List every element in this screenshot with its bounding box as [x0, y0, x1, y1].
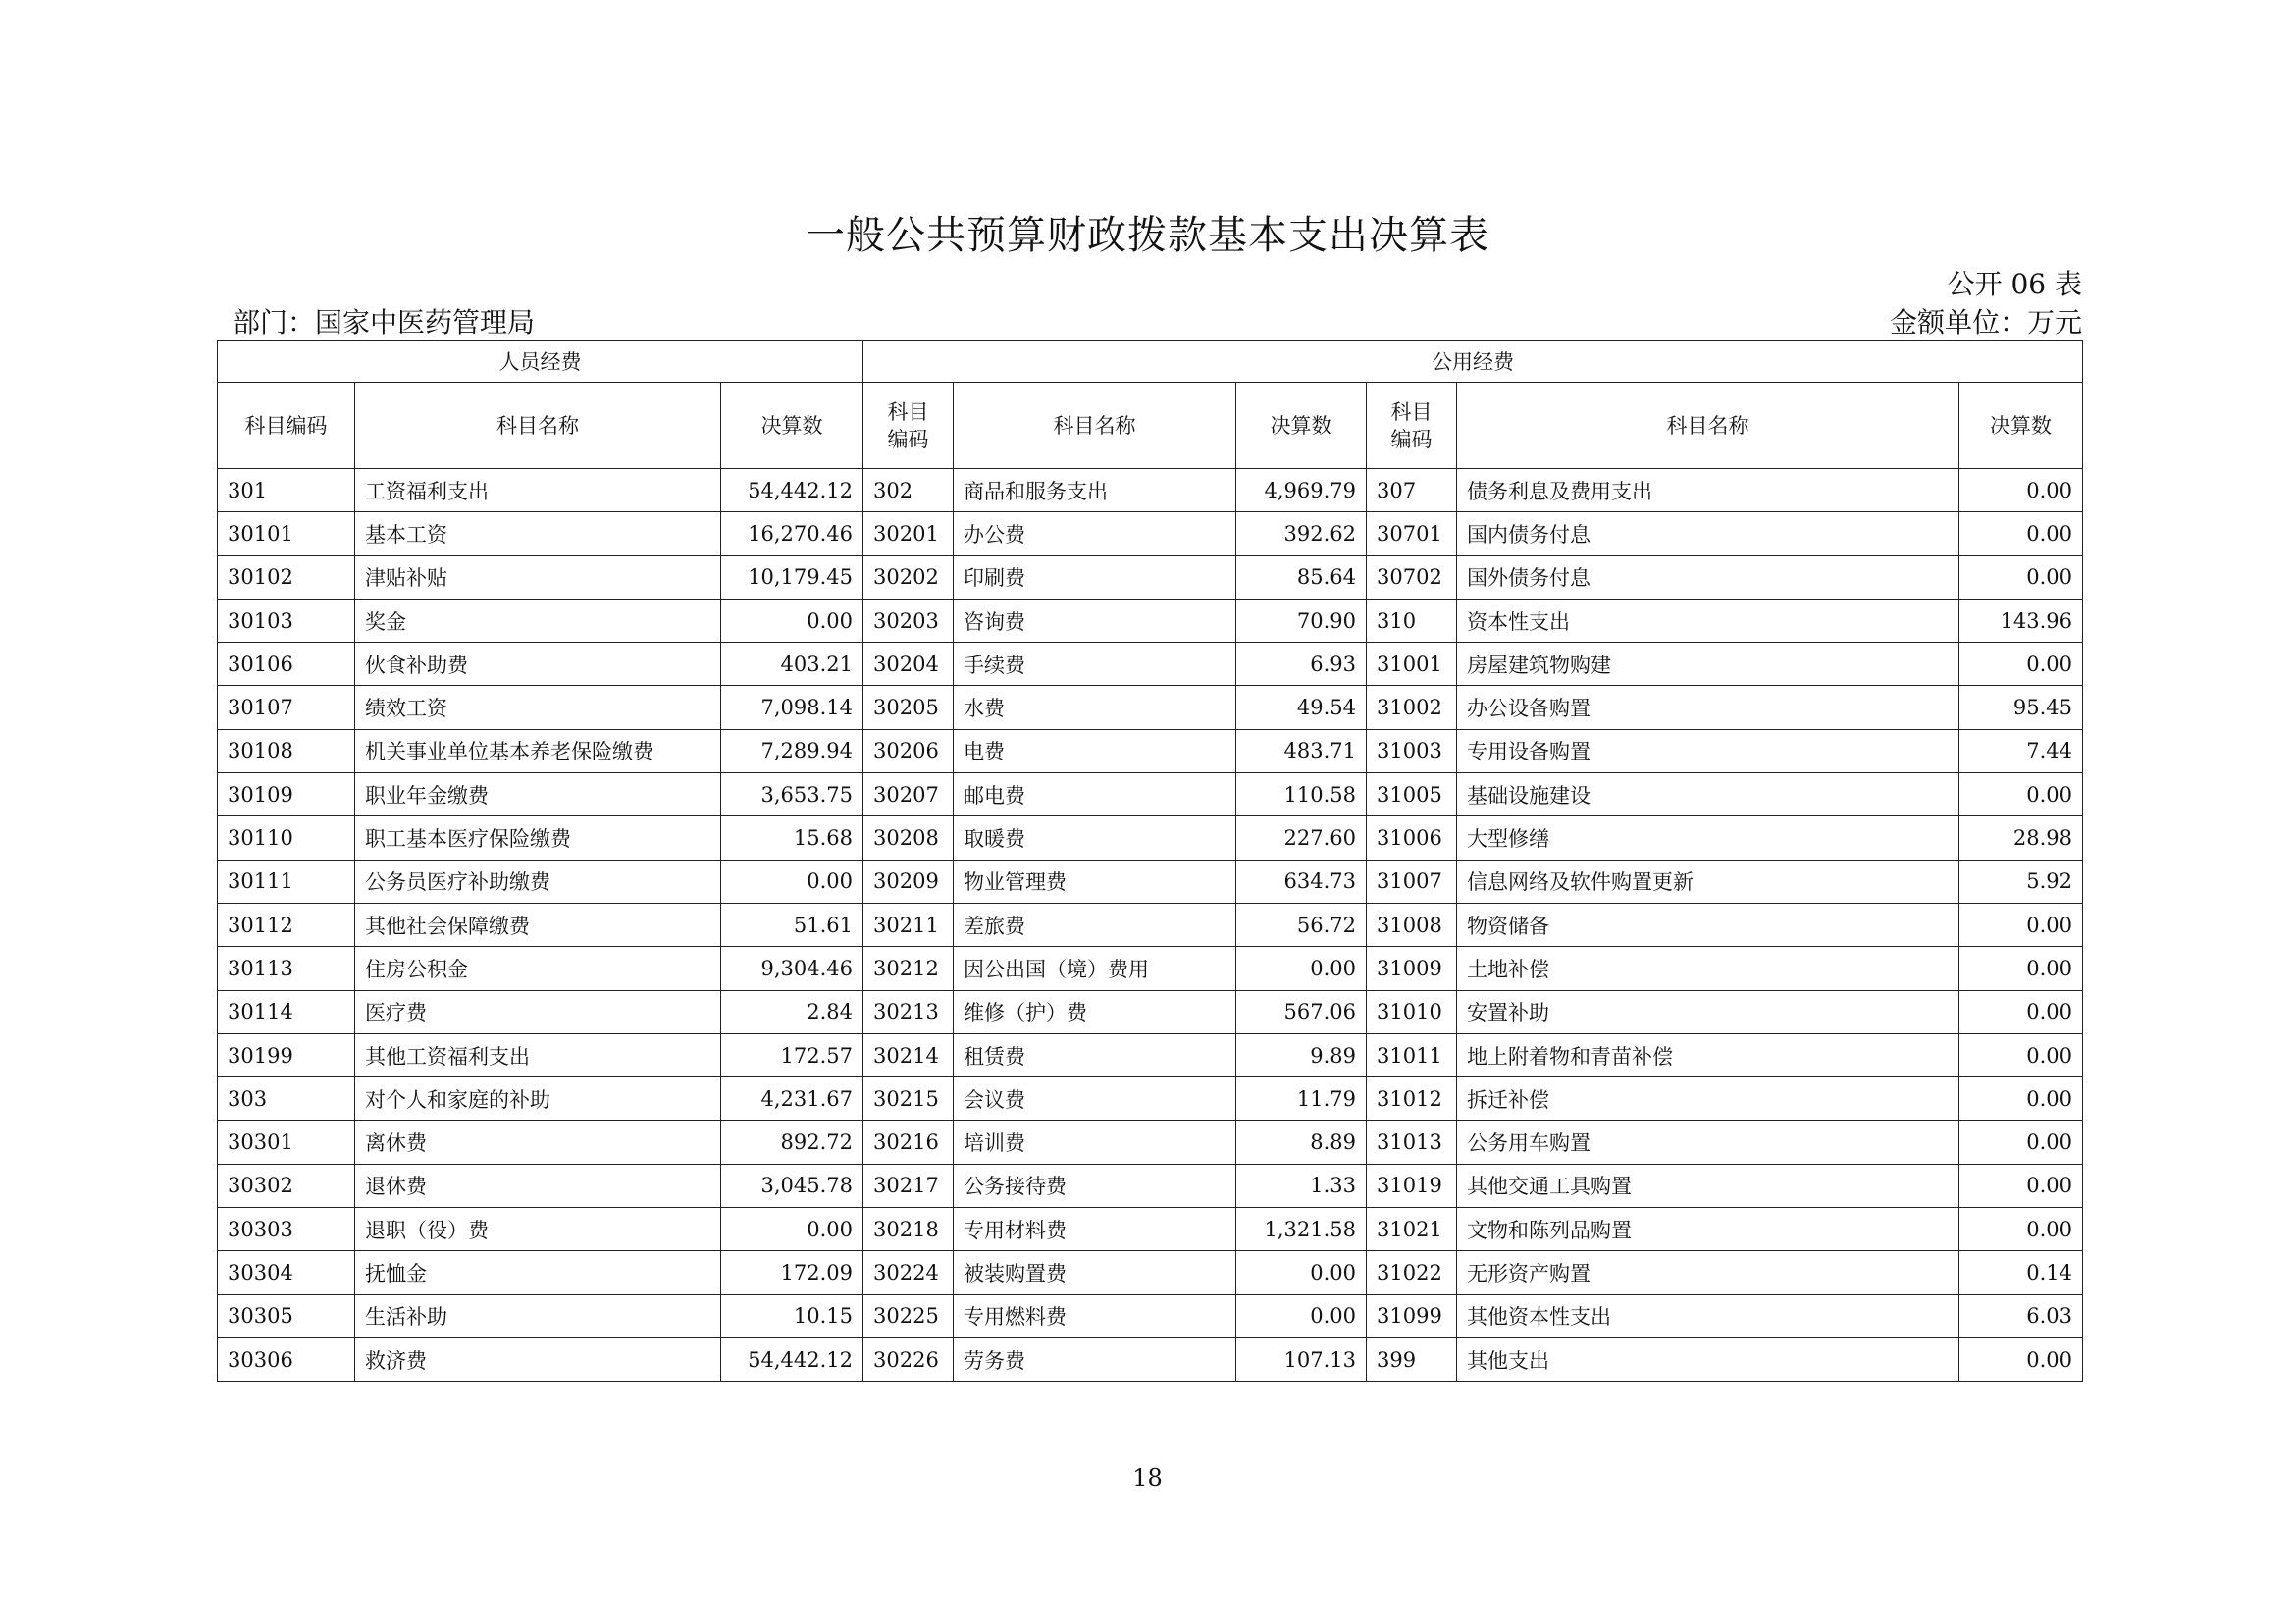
- amount-cell: 172.57: [721, 1033, 863, 1076]
- code-cell: 30112: [218, 903, 355, 946]
- code-cell: 31021: [1367, 1208, 1457, 1251]
- table-row: [218, 555, 2083, 599]
- amount-cell: 5.92: [1959, 860, 2083, 903]
- col-header-amount: 决算数: [721, 383, 863, 469]
- amount-cell: 0.00: [1959, 643, 2083, 686]
- amount-cell: 143.96: [1959, 599, 2083, 642]
- name-cell: 差旅费: [954, 903, 1236, 946]
- amount-cell: 0.00: [1959, 1077, 2083, 1121]
- amount-cell: 483.71: [1236, 729, 1367, 772]
- amount-cell: 6.03: [1959, 1294, 2083, 1337]
- name-cell: 退职（役）费: [355, 1208, 721, 1251]
- name-cell: 信息网络及软件购置更新: [1457, 860, 1959, 903]
- name-cell: 退休费: [355, 1164, 721, 1207]
- amount-cell: 0.00: [1236, 1294, 1367, 1337]
- amount-cell: 6.93: [1236, 643, 1367, 686]
- code-cell: 31022: [1367, 1251, 1457, 1294]
- amount-cell: 0.14: [1959, 1251, 2083, 1294]
- table-row: [218, 860, 2083, 903]
- code-cell: 30202: [863, 555, 954, 599]
- page-number: 18: [1132, 1464, 1163, 1492]
- code-cell: 30217: [863, 1164, 954, 1207]
- amount-cell: 892.72: [721, 1121, 863, 1164]
- amount-cell: 11.79: [1236, 1077, 1367, 1121]
- code-cell: 30304: [218, 1251, 355, 1294]
- amount-cell: 7,289.94: [721, 729, 863, 772]
- expenditure-table: [217, 340, 2083, 1382]
- name-cell: 其他资本性支出: [1457, 1294, 1959, 1337]
- amount-cell: 16,270.46: [721, 512, 863, 555]
- amount-cell: 0.00: [1959, 1121, 2083, 1164]
- name-cell: 维修（护）费: [954, 990, 1236, 1033]
- table-body: [218, 469, 2083, 1382]
- table-row: [218, 773, 2083, 816]
- code-cell: 30218: [863, 1208, 954, 1251]
- table-row: [218, 686, 2083, 729]
- name-cell: 办公设备购置: [1457, 686, 1959, 729]
- code-cell: 30108: [218, 729, 355, 772]
- name-cell: 职工基本医疗保险缴费: [355, 816, 721, 860]
- code-cell: 30702: [1367, 555, 1457, 599]
- amount-cell: 54,442.12: [721, 469, 863, 512]
- col-header-name: 科目名称: [954, 383, 1236, 469]
- code-cell: 30302: [218, 1164, 355, 1207]
- name-cell: 培训费: [954, 1121, 1236, 1164]
- amount-cell: 1,321.58: [1236, 1208, 1367, 1251]
- table-row: [218, 729, 2083, 772]
- code-cell: 30111: [218, 860, 355, 903]
- amount-cell: 0.00: [1959, 903, 2083, 946]
- amount-cell: 0.00: [1959, 555, 2083, 599]
- code-cell: 31007: [1367, 860, 1457, 903]
- amount-cell: 95.45: [1959, 686, 2083, 729]
- name-cell: 拆迁补偿: [1457, 1077, 1959, 1121]
- name-cell: 土地补偿: [1457, 947, 1959, 990]
- name-cell: 公务员医疗补助缴费: [355, 860, 721, 903]
- name-cell: 被装购置费: [954, 1251, 1236, 1294]
- amount-cell: 3,653.75: [721, 773, 863, 816]
- code-cell: 31013: [1367, 1121, 1457, 1164]
- code-cell: 30110: [218, 816, 355, 860]
- name-cell: 房屋建筑物购建: [1457, 643, 1959, 686]
- name-cell: 因公出国（境）费用: [954, 947, 1236, 990]
- name-cell: 邮电费: [954, 773, 1236, 816]
- amount-cell: 567.06: [1236, 990, 1367, 1033]
- amount-cell: 0.00: [1236, 947, 1367, 990]
- name-cell: 水费: [954, 686, 1236, 729]
- code-cell: 302: [863, 469, 954, 512]
- col-header-code: 科目 编码: [863, 383, 954, 469]
- code-cell: 30207: [863, 773, 954, 816]
- code-cell: 30114: [218, 990, 355, 1033]
- table-row: [218, 469, 2083, 512]
- table-row: [218, 1337, 2083, 1381]
- amount-cell: 0.00: [1959, 512, 2083, 555]
- name-cell: 基本工资: [355, 512, 721, 555]
- name-cell: 基础设施建设: [1457, 773, 1959, 816]
- amount-cell: 4,231.67: [721, 1077, 863, 1121]
- name-cell: 无形资产购置: [1457, 1251, 1959, 1294]
- name-cell: 对个人和家庭的补助: [355, 1077, 721, 1121]
- amount-cell: 9,304.46: [721, 947, 863, 990]
- code-cell: 31010: [1367, 990, 1457, 1033]
- amount-cell: 403.21: [721, 643, 863, 686]
- code-cell: 30215: [863, 1077, 954, 1121]
- code-cell: 30208: [863, 816, 954, 860]
- code-cell: 31006: [1367, 816, 1457, 860]
- code-cell: 30209: [863, 860, 954, 903]
- code-cell: 307: [1367, 469, 1457, 512]
- amount-cell: 634.73: [1236, 860, 1367, 903]
- amount-cell: 2.84: [721, 990, 863, 1033]
- name-cell: 抚恤金: [355, 1251, 721, 1294]
- name-cell: 其他支出: [1457, 1337, 1959, 1381]
- table-row: [218, 903, 2083, 946]
- name-cell: 文物和陈列品购置: [1457, 1208, 1959, 1251]
- amount-cell: 10,179.45: [721, 555, 863, 599]
- amount-cell: 15.68: [721, 816, 863, 860]
- code-cell: 30213: [863, 990, 954, 1033]
- col-header-name: 科目名称: [355, 383, 721, 469]
- name-cell: 救济费: [355, 1337, 721, 1381]
- name-cell: 专用设备购置: [1457, 729, 1959, 772]
- name-cell: 公务接待费: [954, 1164, 1236, 1207]
- code-cell: 30211: [863, 903, 954, 946]
- name-cell: 绩效工资: [355, 686, 721, 729]
- name-cell: 物业管理费: [954, 860, 1236, 903]
- code-cell: 31008: [1367, 903, 1457, 946]
- table-row: [218, 990, 2083, 1033]
- name-cell: 地上附着物和青苗补偿: [1457, 1033, 1959, 1076]
- col-header-amount: 决算数: [1236, 383, 1367, 469]
- code-cell: 30201: [863, 512, 954, 555]
- table-row: [218, 1251, 2083, 1294]
- code-cell: 31011: [1367, 1033, 1457, 1076]
- name-cell: 会议费: [954, 1077, 1236, 1121]
- table-row: [218, 947, 2083, 990]
- amount-cell: 4,969.79: [1236, 469, 1367, 512]
- name-cell: 工资福利支出: [355, 469, 721, 512]
- amount-cell: 0.00: [1959, 1164, 2083, 1207]
- code-cell: 30203: [863, 599, 954, 642]
- code-cell: 30113: [218, 947, 355, 990]
- amount-cell: 28.98: [1959, 816, 2083, 860]
- name-cell: 资本性支出: [1457, 599, 1959, 642]
- name-cell: 其他工资福利支出: [355, 1033, 721, 1076]
- code-cell: 30103: [218, 599, 355, 642]
- name-cell: 租赁费: [954, 1033, 1236, 1076]
- code-cell: 30101: [218, 512, 355, 555]
- amount-cell: 70.90: [1236, 599, 1367, 642]
- table-row: [218, 1033, 2083, 1076]
- name-cell: 其他社会保障缴费: [355, 903, 721, 946]
- group-header-public: 公用经费: [863, 341, 2083, 383]
- name-cell: 劳务费: [954, 1337, 1236, 1381]
- name-cell: 国内债务付息: [1457, 512, 1959, 555]
- amount-cell: 107.13: [1236, 1337, 1367, 1381]
- code-cell: 31099: [1367, 1294, 1457, 1337]
- code-cell: 303: [218, 1077, 355, 1121]
- amount-cell: 85.64: [1236, 555, 1367, 599]
- name-cell: 商品和服务支出: [954, 469, 1236, 512]
- table-row: [218, 1208, 2083, 1251]
- code-cell: 30102: [218, 555, 355, 599]
- code-cell: 30204: [863, 643, 954, 686]
- code-cell: 310: [1367, 599, 1457, 642]
- table-row: [218, 599, 2083, 642]
- page-title: 一般公共预算财政拨款基本支出决算表: [806, 213, 1489, 258]
- col-header-code: 科目 编码: [1367, 383, 1457, 469]
- amount-cell: 49.54: [1236, 686, 1367, 729]
- amount-cell: 54,442.12: [721, 1337, 863, 1381]
- amount-cell: 0.00: [1959, 1033, 2083, 1076]
- table-row: [218, 643, 2083, 686]
- form-tag: 公开 06 表: [1947, 268, 2082, 300]
- code-cell: 30301: [218, 1121, 355, 1164]
- code-cell: 30225: [863, 1294, 954, 1337]
- name-cell: 专用材料费: [954, 1208, 1236, 1251]
- table-row: [218, 1121, 2083, 1164]
- code-cell: 31005: [1367, 773, 1457, 816]
- name-cell: 手续费: [954, 643, 1236, 686]
- name-cell: 医疗费: [355, 990, 721, 1033]
- amount-unit-label: 金额单位：万元: [1889, 306, 2082, 339]
- name-cell: 安置补助: [1457, 990, 1959, 1033]
- name-cell: 生活补助: [355, 1294, 721, 1337]
- amount-cell: 7.44: [1959, 729, 2083, 772]
- name-cell: 离休费: [355, 1121, 721, 1164]
- amount-cell: 110.58: [1236, 773, 1367, 816]
- code-cell: 399: [1367, 1337, 1457, 1381]
- name-cell: 其他交通工具购置: [1457, 1164, 1959, 1207]
- amount-cell: 3,045.78: [721, 1164, 863, 1207]
- amount-cell: 227.60: [1236, 816, 1367, 860]
- name-cell: 电费: [954, 729, 1236, 772]
- name-cell: 机关事业单位基本养老保险缴费: [355, 729, 721, 772]
- amount-cell: 51.61: [721, 903, 863, 946]
- amount-cell: 172.09: [721, 1251, 863, 1294]
- amount-cell: 7,098.14: [721, 686, 863, 729]
- code-cell: 31003: [1367, 729, 1457, 772]
- amount-cell: 392.62: [1236, 512, 1367, 555]
- col-header-name: 科目名称: [1457, 383, 1959, 469]
- code-cell: 30107: [218, 686, 355, 729]
- amount-cell: 56.72: [1236, 903, 1367, 946]
- code-cell: 30701: [1367, 512, 1457, 555]
- name-cell: 物资储备: [1457, 903, 1959, 946]
- amount-cell: 0.00: [1959, 990, 2083, 1033]
- table-row: [218, 816, 2083, 860]
- amount-cell: 0.00: [721, 1208, 863, 1251]
- col-header-amount: 决算数: [1959, 383, 2083, 469]
- code-cell: 30305: [218, 1294, 355, 1337]
- code-cell: 30306: [218, 1337, 355, 1381]
- code-cell: 30224: [863, 1251, 954, 1294]
- code-cell: 30214: [863, 1033, 954, 1076]
- table-row: [218, 512, 2083, 555]
- name-cell: 职业年金缴费: [355, 773, 721, 816]
- table-row: [218, 1294, 2083, 1337]
- code-cell: 30205: [863, 686, 954, 729]
- name-cell: 印刷费: [954, 555, 1236, 599]
- name-cell: 奖金: [355, 599, 721, 642]
- amount-cell: 0.00: [721, 599, 863, 642]
- name-cell: 办公费: [954, 512, 1236, 555]
- name-cell: 住房公积金: [355, 947, 721, 990]
- code-cell: 30226: [863, 1337, 954, 1381]
- amount-cell: 0.00: [721, 860, 863, 903]
- code-cell: 31002: [1367, 686, 1457, 729]
- name-cell: 咨询费: [954, 599, 1236, 642]
- code-cell: 30212: [863, 947, 954, 990]
- name-cell: 取暖费: [954, 816, 1236, 860]
- code-cell: 30303: [218, 1208, 355, 1251]
- code-cell: 31012: [1367, 1077, 1457, 1121]
- amount-cell: 0.00: [1959, 469, 2083, 512]
- code-cell: 31019: [1367, 1164, 1457, 1207]
- amount-cell: 0.00: [1959, 947, 2083, 990]
- code-cell: 31009: [1367, 947, 1457, 990]
- code-cell: 31001: [1367, 643, 1457, 686]
- col-header-code: 科目编码: [218, 383, 355, 469]
- amount-cell: 0.00: [1236, 1251, 1367, 1294]
- amount-cell: 0.00: [1959, 773, 2083, 816]
- name-cell: 津贴补贴: [355, 555, 721, 599]
- table-row: [218, 1077, 2083, 1121]
- name-cell: 债务利息及费用支出: [1457, 469, 1959, 512]
- code-cell: 30106: [218, 643, 355, 686]
- amount-cell: 8.89: [1236, 1121, 1367, 1164]
- table-row: [218, 1164, 2083, 1207]
- amount-cell: 1.33: [1236, 1164, 1367, 1207]
- code-cell: 30109: [218, 773, 355, 816]
- name-cell: 公务用车购置: [1457, 1121, 1959, 1164]
- name-cell: 国外债务付息: [1457, 555, 1959, 599]
- code-cell: 301: [218, 469, 355, 512]
- name-cell: 专用燃料费: [954, 1294, 1236, 1337]
- amount-cell: 0.00: [1959, 1208, 2083, 1251]
- code-cell: 30206: [863, 729, 954, 772]
- name-cell: 大型修缮: [1457, 816, 1959, 860]
- name-cell: 伙食补助费: [355, 643, 721, 686]
- amount-cell: 10.15: [721, 1294, 863, 1337]
- amount-cell: 0.00: [1959, 1337, 2083, 1381]
- code-cell: 30216: [863, 1121, 954, 1164]
- code-cell: 30199: [218, 1033, 355, 1076]
- amount-cell: 9.89: [1236, 1033, 1367, 1076]
- department-label: 部门：国家中医药管理局: [233, 306, 536, 339]
- group-header-personnel: 人员经费: [218, 341, 863, 383]
